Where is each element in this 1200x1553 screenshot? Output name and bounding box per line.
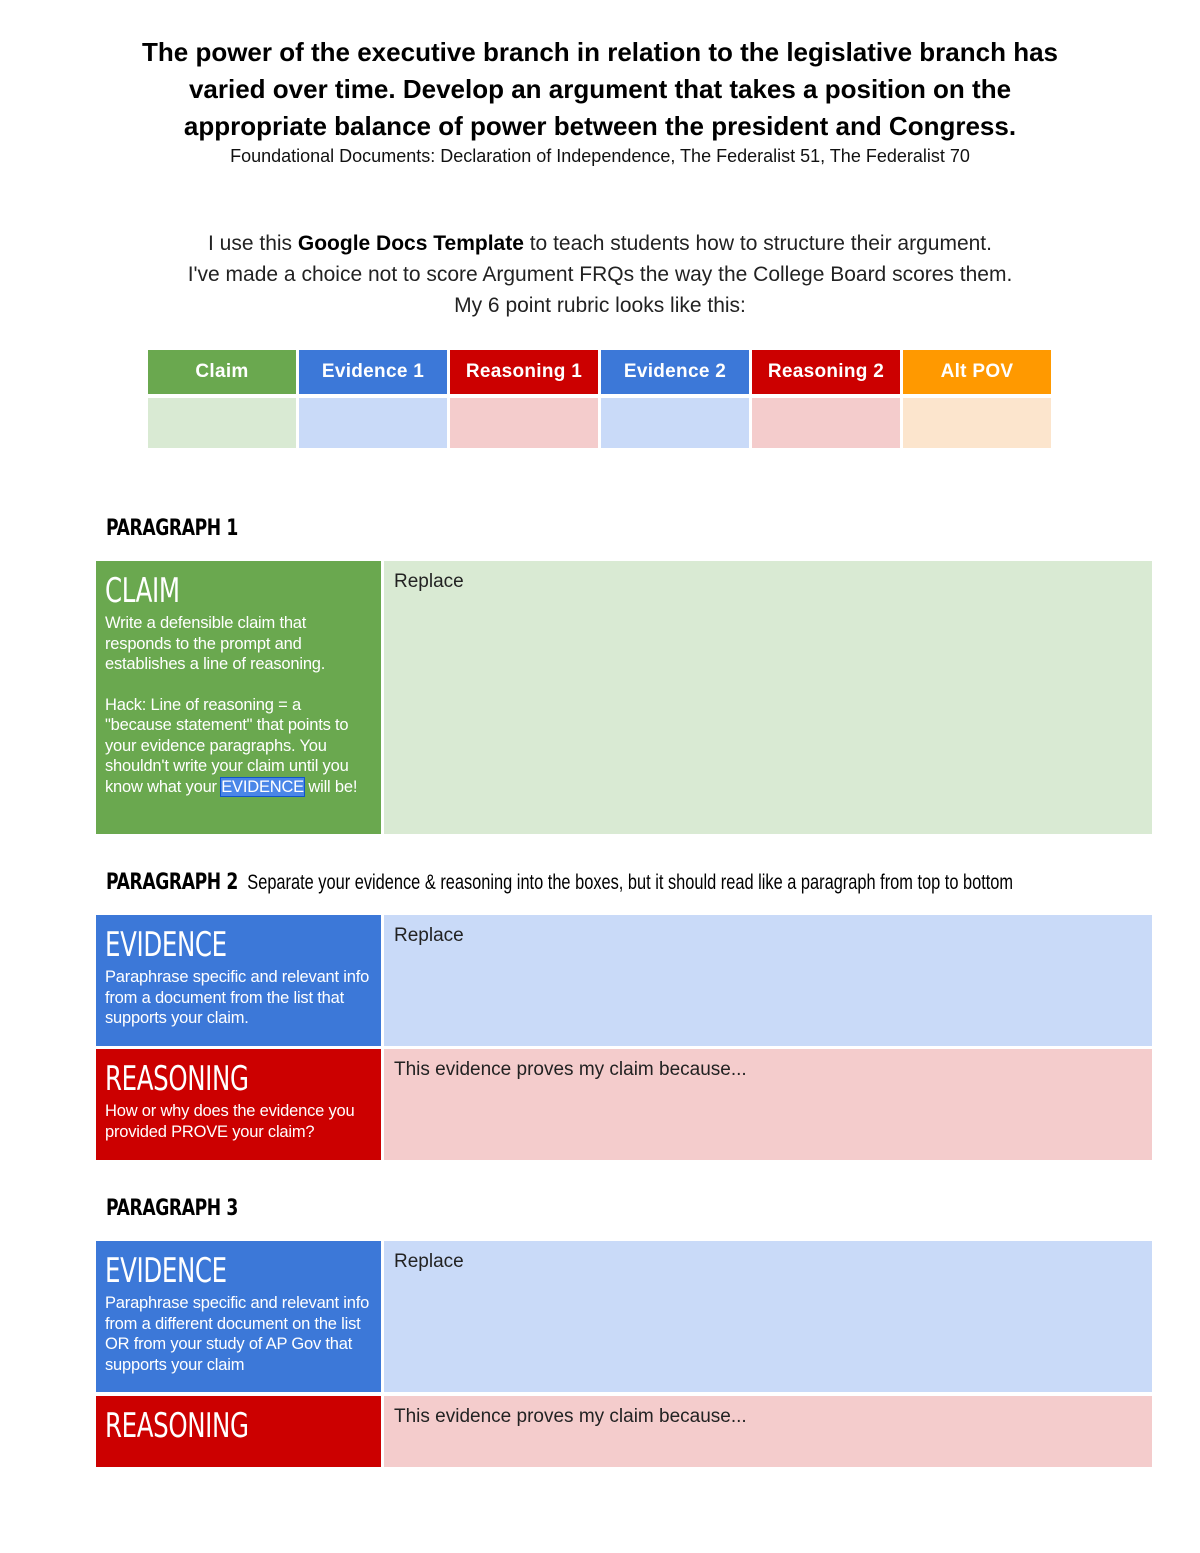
rubric-header-evidence-2: Evidence 2: [601, 350, 749, 394]
rubric-header-evidence-1: Evidence 1: [299, 350, 447, 394]
claim-label-box: [96, 561, 381, 834]
rubric-table: [148, 350, 1052, 448]
reasoning-row-p3: [96, 1396, 1152, 1467]
prompt-heading: [60, 34, 1140, 145]
template-link-text: Google Docs Template: [297, 232, 524, 255]
rubric-score-reasoning-2[interactable]: [752, 398, 900, 448]
rubric-score-evidence-1[interactable]: [299, 398, 447, 448]
evidence-title: EVIDENCE: [105, 925, 227, 965]
evidence-highlight: EVIDENCE: [221, 777, 304, 796]
evidence-answer-field[interactable]: Replace: [384, 915, 1152, 1046]
reasoning-label-box: [96, 1049, 381, 1160]
reasoning-description: How or why does the evidence you provided PROVE your claim?: [105, 1102, 355, 1141]
reasoning-answer-field[interactable]: This evidence proves my claim because...: [384, 1396, 1152, 1467]
evidence-row-p3: [96, 1241, 1152, 1392]
claim-title: CLAIM: [105, 571, 180, 611]
evidence-description: Paraphrase specific and relevant info from a different document on the list OR from your study of AP Gov that supports your claim: [105, 1294, 370, 1374]
evidence-label-box: [96, 915, 381, 1046]
reasoning-title: REASONING: [105, 1406, 249, 1446]
rubric-score-reasoning-1[interactable]: [450, 398, 598, 448]
evidence-label-box: [96, 1241, 381, 1392]
rubric-score-alt-pov[interactable]: [903, 398, 1051, 448]
intro-line-1: I use this Google Docs Template to teach students how to structure their argument.: [208, 232, 992, 255]
rubric-score-evidence-2[interactable]: [601, 398, 749, 448]
reasoning-label-box: [96, 1396, 381, 1467]
foundational-documents: Foundational Documents: Declaration of Independence, The Federalist 51, The Federalist 70: [230, 146, 970, 166]
intro-line-2: I've made a choice not to score Argument FRQs the way the College Board scores them.: [187, 263, 1013, 286]
rubric-score-claim[interactable]: [148, 398, 296, 448]
claim-row: [96, 561, 1152, 834]
paragraph-2-title: PARAGRAPH 2 Separate your evidence & reasoning into the boxes, but it should read like a paragraph from top to bottom: [106, 870, 1014, 895]
evidence-answer-field[interactable]: Replace: [384, 1241, 1152, 1392]
paragraph-1-title: PARAGRAPH 1: [106, 516, 238, 541]
prompt-line: The power of the executive branch in relation to the legislative branch has: [142, 37, 1058, 67]
evidence-description: Paraphrase specific and relevant info from a document from the list that supports your claim.: [105, 968, 370, 1027]
claim-answer-field[interactable]: Replace: [384, 561, 1152, 834]
rubric-header-claim: Claim: [148, 350, 296, 394]
reasoning-title: REASONING: [105, 1059, 249, 1099]
intro-text: [60, 228, 1140, 321]
rubric-header-reasoning-2: Reasoning 2: [752, 350, 900, 394]
rubric-header-alt-pov: Alt POV: [903, 350, 1051, 394]
rubric-header-reasoning-1: Reasoning 1: [450, 350, 598, 394]
paragraph-2-note: Separate your evidence & reasoning into the boxes, but it should read like a paragraph from top to bottom: [247, 871, 1014, 894]
prompt-line: varied over time. Develop an argument that takes a position on the: [188, 74, 1012, 104]
paragraph-3-title: PARAGRAPH 3: [106, 1196, 238, 1221]
prompt-line: appropriate balance of power between the president and Congress.: [183, 111, 1017, 141]
claim-description: Write a defensible claim that responds to the prompt and establishes a line of reasoning. Hack: Line of reasoning = a "because statement" that points to your evidence paragraphs. You shouldn't write your claim until you know what your EVIDENCE will be!: [105, 614, 358, 796]
evidence-title: EVIDENCE: [105, 1251, 227, 1291]
intro-line-3: My 6 point rubric looks like this:: [454, 294, 746, 317]
evidence-row-p2: [96, 915, 1152, 1046]
reasoning-row-p2: [96, 1049, 1152, 1160]
reasoning-answer-field[interactable]: This evidence proves my claim because...: [384, 1049, 1152, 1160]
